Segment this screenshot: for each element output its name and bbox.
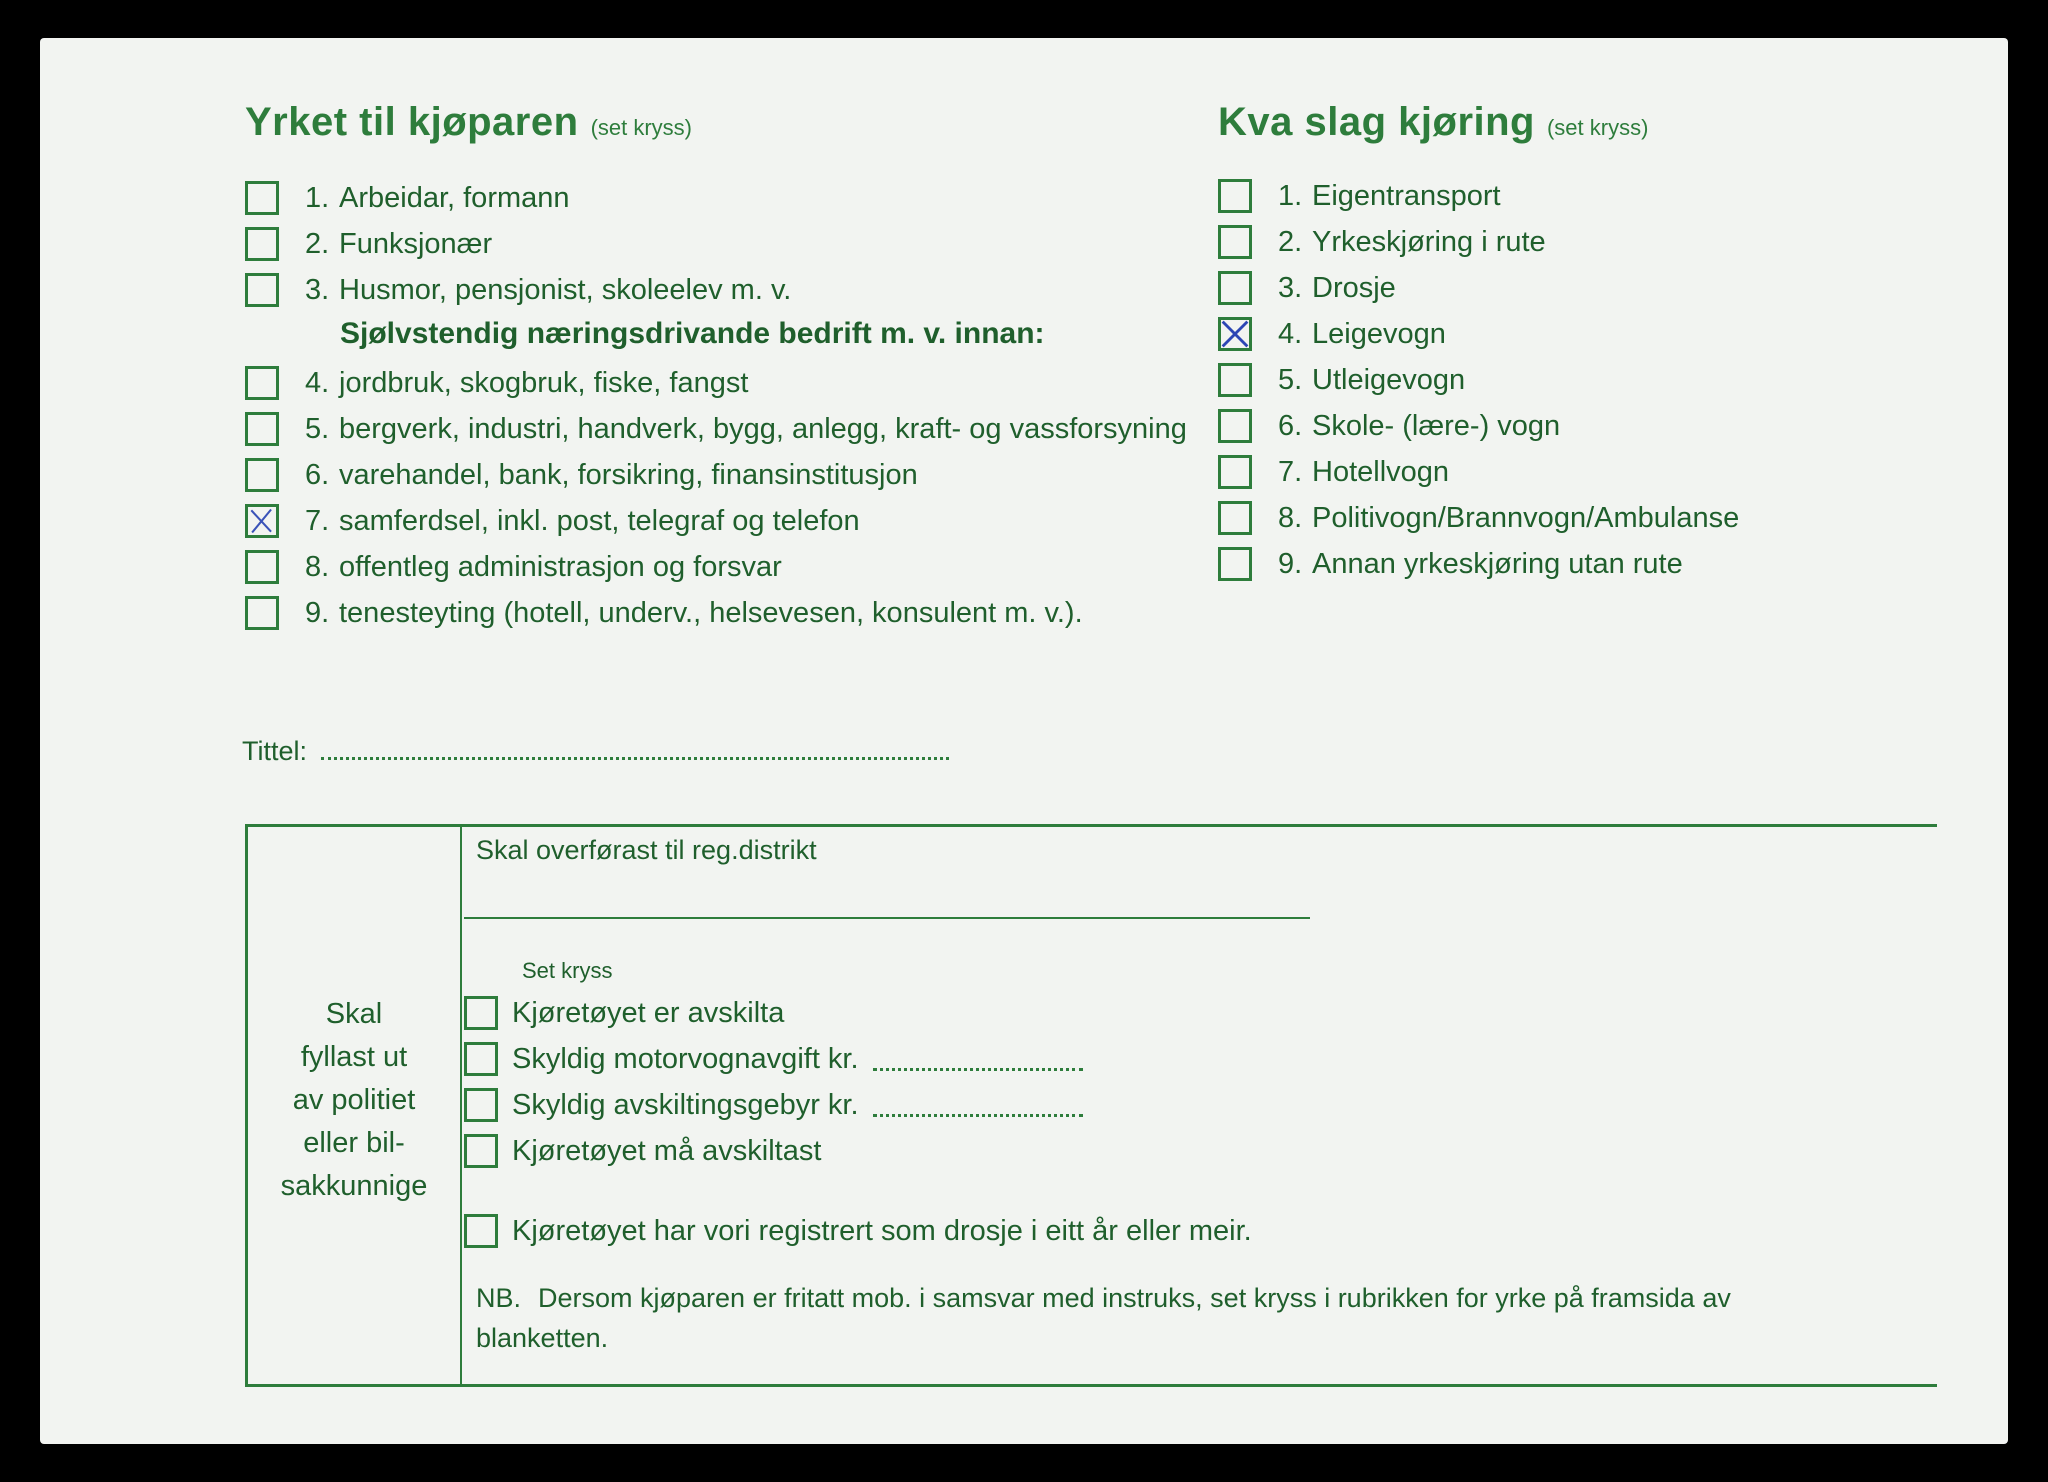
option-label: Utleigevogn [1312,363,1466,396]
option-number: 9. [305,596,330,629]
police-option-3[interactable] [464,1084,1083,1126]
nb-text: Dersom kjøparen er fritatt mob. i samsvar med instruks, set kryss i rubrikken for yrke på framsida av blanketten. [476,1283,1731,1353]
checkbox[interactable] [245,366,279,400]
occupation-option-7[interactable] [245,500,860,542]
option-number: 7. [1278,455,1303,488]
occupation-option-9[interactable] [245,592,1083,634]
option-label: Yrkeskjøring i rute [1312,225,1546,258]
heading-driving-type [1218,100,1648,145]
heading-driving-type-text: Kva slag kjøring [1218,100,1535,144]
box-top-rule [245,824,1937,827]
checkbox[interactable] [1218,409,1252,443]
option-label: varehandel, bank, forsikring, finansinstitusjon [339,458,918,491]
box-divider-rule [460,824,462,1387]
option-number: 9. [1278,547,1303,580]
occupation-option-3[interactable] [245,269,791,311]
occupation-option-8[interactable] [245,546,782,588]
option-label: Hotellvogn [1312,455,1450,488]
police-fill-note [252,993,456,1208]
driving-option-6[interactable] [1218,405,1560,447]
option-number: 2. [1278,225,1303,258]
option-label: tenesteyting (hotell, underv., helsevesen, konsulent m. v.). [339,596,1083,629]
heading-driving-type-hint: (set kryss) [1546,115,1649,140]
option-label: Drosje [1312,271,1396,304]
option-number: 7. [305,504,330,537]
option-number: 4. [1278,317,1303,350]
transfer-district-label: Skal overførast til reg.distrikt [476,835,817,865]
checkbox[interactable] [245,412,279,446]
driving-option-4[interactable] [1218,313,1446,355]
option-label: Kjøretøyet har vori registrert som drosje i eitt år eller meir. [512,1214,1252,1247]
option-label: Eigentransport [1312,179,1501,212]
checkbox[interactable] [1218,455,1252,489]
option-number: 8. [305,550,330,583]
checkbox[interactable] [245,458,279,492]
checkbox[interactable] [245,181,279,215]
option-label: Kjøretøyet må avskiltast [512,1134,822,1167]
amount-dotted-line[interactable] [873,1048,1083,1071]
checkbox[interactable] [464,1042,498,1076]
transfer-district-line[interactable] [464,917,1310,919]
side-line: av politiet [292,1084,416,1116]
option-label: Husmor, pensjonist, skoleelev m. v. [339,273,792,306]
option-number: 5. [1278,363,1303,396]
option-label: Leigevogn [1312,317,1446,350]
form-back-page [40,38,2008,1444]
driving-option-9[interactable] [1218,543,1683,585]
checkbox[interactable] [1218,501,1252,535]
option-label: Politivogn/Brannvogn/Ambulanse [1312,501,1740,534]
option-label: Skyldig avskiltingsgebyr kr. [512,1088,859,1121]
driving-option-7[interactable] [1218,451,1449,493]
occupation-option-1[interactable] [245,177,570,219]
option-label: Skyldig motorvognavgift kr. [512,1042,859,1075]
title-field[interactable] [242,736,949,767]
checkbox[interactable] [245,550,279,584]
checkbox[interactable] [464,1214,498,1248]
title-dotted-line[interactable] [321,737,949,760]
police-option-2[interactable] [464,1038,1083,1080]
driving-option-1[interactable] [1218,175,1501,217]
option-label: offentleg administrasjon og forsvar [339,550,782,583]
title-label: Tittel: [242,736,308,766]
driving-option-2[interactable] [1218,221,1546,263]
checkbox[interactable] [245,273,279,307]
occupation-option-2[interactable] [245,223,492,265]
checkbox[interactable] [464,996,498,1030]
heading-occupation [245,100,692,145]
option-label: Kjøretøyet er avskilta [512,996,785,1029]
driving-option-3[interactable] [1218,267,1396,309]
amount-dotted-line[interactable] [873,1094,1083,1117]
checkbox[interactable] [245,227,279,261]
option-number: 2. [305,227,330,260]
side-line: Skal [325,998,383,1030]
cross-mark-icon [1221,320,1249,348]
nb-prefix: NB. [476,1283,522,1313]
box-bottom-rule [245,1384,1937,1387]
box-left-rule [245,824,248,1387]
option-number: 1. [305,181,330,214]
option-number: 1. [1278,179,1303,212]
option-number: 5. [305,412,330,445]
nb-note [476,1278,1866,1358]
checkbox[interactable] [245,596,279,630]
option-label: jordbruk, skogbruk, fiske, fangst [339,366,749,399]
checkbox[interactable] [464,1088,498,1122]
option-label: bergverk, industri, handverk, bygg, anlegg, kraft- og vassforsyning [339,412,1187,445]
checkbox[interactable] [464,1134,498,1168]
option-number: 8. [1278,501,1303,534]
self-employed-subheading: Sjølvstendig næringsdrivande bedrift m. v. innan: [340,317,1045,350]
driving-option-8[interactable] [1218,497,1739,539]
checkbox[interactable] [1218,225,1252,259]
option-label: samferdsel, inkl. post, telegraf og telefon [339,504,860,537]
option-label: Funksjonær [339,227,493,260]
option-label: Arbeidar, formann [339,181,570,214]
heading-occupation-text: Yrket til kjøparen [245,100,579,144]
option-number: 3. [305,273,330,306]
option-number: 6. [305,458,330,491]
checkbox[interactable] [1218,271,1252,305]
side-line: fyllast ut [300,1041,408,1073]
option-label: Skole- (lære-) vogn [1312,409,1561,442]
occupation-option-5[interactable] [245,408,1187,450]
cross-mark-icon [248,507,276,535]
occupation-option-4[interactable] [245,362,748,404]
side-line: sakkunnige [280,1170,428,1202]
police-option-1[interactable] [464,992,784,1034]
checkbox-checked[interactable] [245,504,279,538]
police-option-4[interactable] [464,1130,821,1172]
option-number: 3. [1278,271,1303,304]
driving-option-5[interactable] [1218,359,1465,401]
side-line: eller bil- [303,1127,405,1159]
checkbox[interactable] [1218,363,1252,397]
checkbox-checked[interactable] [1218,317,1252,351]
police-option-5[interactable] [464,1210,1252,1252]
occupation-option-6[interactable] [245,454,918,496]
option-number: 6. [1278,409,1303,442]
option-label: Annan yrkeskjøring utan rute [1312,547,1683,580]
option-number: 4. [305,366,330,399]
set-cross-hint: Set kryss [522,958,613,983]
heading-occupation-hint: (set kryss) [590,115,693,140]
checkbox[interactable] [1218,547,1252,581]
checkbox[interactable] [1218,179,1252,213]
